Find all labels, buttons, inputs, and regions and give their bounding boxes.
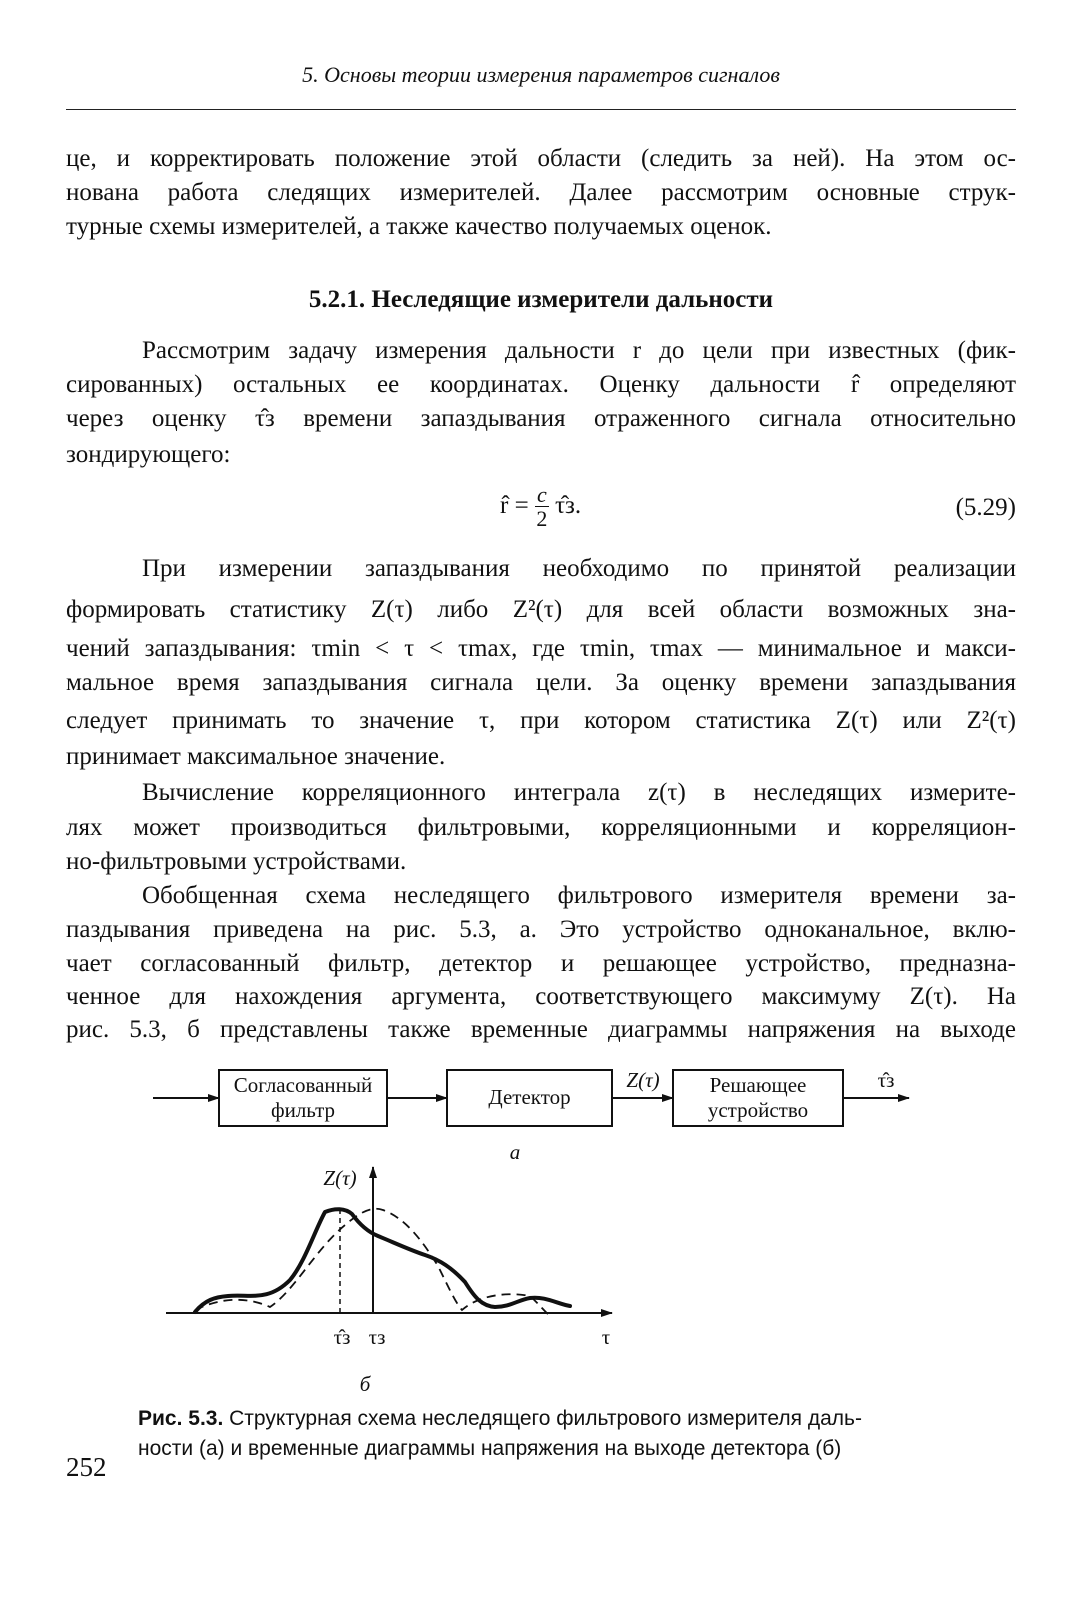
running-head: 5. Основы теории измерения параметров сигналов <box>302 62 780 87</box>
caption-line-2: ности (а) и временные диаграммы напряжения на выходе детектора (б) <box>138 1437 842 1460</box>
matched-filter-label-line-1: Согласованный <box>233 1073 373 1097</box>
caption-prefix: Рис. 5.3. <box>138 1407 224 1430</box>
output-tau-label: τ̂з <box>877 1068 895 1092</box>
paragraph-5-line-3: чает согласованный фильтр, детектор и решающее устройство, предназна- <box>66 950 1016 977</box>
formula-numerator: c <box>536 482 547 507</box>
true-tau-label: τз <box>368 1325 386 1349</box>
paragraph-2-line-4: зондирующего: <box>66 441 231 468</box>
paragraph-3-line-2: формировать статистику Z(τ) либо Z²(τ) для всей области возможных зна- <box>66 596 1016 623</box>
formula-rhs: τ̂з. <box>554 492 582 520</box>
signal-z-label: Z(τ) <box>626 1068 660 1092</box>
detector-output-curve <box>195 1209 570 1312</box>
matched-filter-label-line-2: фильтр <box>270 1098 336 1122</box>
paragraph-3-line-1: При измерении запаздывания необходимо по принятой реализации <box>142 555 1016 582</box>
decision-device-label-line-1: Решающее <box>709 1073 807 1097</box>
caption-line-1: Структурная схема неследящего фильтрового измерителя даль- <box>223 1407 862 1430</box>
paragraph-3-line-5: следует принимать то значение τ, при котором статистика Z(τ) или Z²(τ) <box>66 707 1016 734</box>
subfigure-a-label: а <box>509 1140 521 1164</box>
estimate-tau-label: τ̂з <box>333 1325 351 1349</box>
paragraph-3-line-6: принимает максимальное значение. <box>66 743 446 770</box>
matched-filter-label <box>219 1073 387 1123</box>
paragraph-3-line-4: мальное время запаздывания сигнала цели. За оценку времени запаздывания <box>66 669 1016 696</box>
paragraph-5-line-2: паздывания приведена на рис. 5.3, а. Это устройство одноканальное, вклю- <box>66 916 1016 943</box>
detector-label: Детектор <box>488 1085 571 1109</box>
formula-denominator: 2 <box>536 506 548 531</box>
paragraph-4-line-2: лях может производиться фильтровыми, корреляционными и корреляцион- <box>66 814 1016 841</box>
figure-caption <box>138 1404 968 1464</box>
x-axis-label: τ <box>601 1325 611 1349</box>
decision-device-label <box>673 1073 843 1123</box>
section-heading: 5.2.1. Неследящие измерители дальности <box>308 286 774 313</box>
paragraph-4-line-1: Вычисление корреляционного интеграла z(τ) в неследящих измерите- <box>142 779 1016 806</box>
page-number: 252 <box>66 1452 107 1482</box>
paragraph-1-line-3: турные схемы измерителей, а также качество получаемых оценок. <box>66 213 772 240</box>
decision-device-label-line-2: устройство <box>707 1098 809 1122</box>
paragraph-5-line-1: Обобщенная схема неследящего фильтрового измерителя времени за- <box>142 882 1016 909</box>
paragraph-2-line-1: Рассмотрим задачу измерения дальности r до цели при известных (фик- <box>142 337 1016 364</box>
paragraph-1-line-1: це, и корректировать положение этой области (следить за ней). На этом ос- <box>66 145 1016 172</box>
paragraph-2-line-3: через оценку τ̂з времени запаздывания отраженного сигнала относительно <box>66 405 1016 432</box>
paragraph-4-line-3: но-фильтровыми устройствами. <box>66 848 407 875</box>
signal-envelope-curve <box>195 1209 548 1314</box>
paragraph-5-line-5: рис. 5.3, б представлены также временные диаграммы напряжения на выходе <box>66 1016 1016 1043</box>
formula-lhs: r̂ = <box>500 492 529 520</box>
paragraph-3-line-3: чений запаздывания: τmin < τ < τmax, где τmin, τmax — минимальное и макси- <box>66 635 1016 662</box>
paragraph-5-line-4: ченное для нахождения аргумента, соответствующего максимуму Z(τ). На <box>66 983 1016 1010</box>
subfigure-b-label: б <box>359 1372 371 1396</box>
y-axis-label: Z(τ) <box>323 1166 357 1190</box>
paragraph-2-line-2: сированных) остальных ее координатах. Оценку дальности r̂ определяют <box>66 371 1016 398</box>
paragraph-1-line-2: нована работа следящих измерителей. Далее рассмотрим основные струк- <box>66 179 1016 206</box>
equation-number: (5.29) <box>955 494 1016 521</box>
